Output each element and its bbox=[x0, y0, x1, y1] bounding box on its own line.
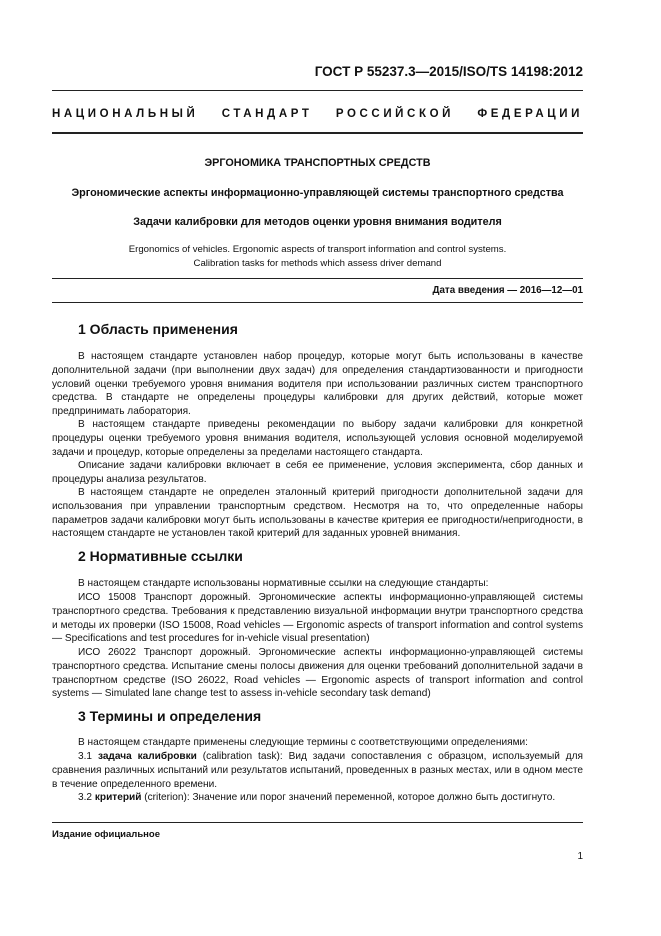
term-name: критерий bbox=[94, 792, 142, 803]
title-part: Задачи калибровки для методов оценки уровня внимания водителя bbox=[133, 216, 502, 228]
title-divider bbox=[52, 278, 583, 279]
section-1-paragraph: В настоящем стандарте установлен набор процедур, которые могут быть использованы в качестве дополнительной задачи (при выполнении двух задач) для определения стандартизованности и пригодности условий оценки требуемого уровня внимания водителя при использовании различных систем транспортного средства. В стандарте не определены процедуры калибровки для других действий, которые может предпринимать лаборатория. bbox=[52, 351, 583, 418]
footer-divider bbox=[52, 822, 583, 823]
section-3-intro: В настоящем стандарте применены следующие термины с соответствующими определениями: bbox=[78, 737, 528, 748]
national-standard-banner: НАЦИОНАЛЬНЫЙ СТАНДАРТ РОССИЙСКОЙ ФЕДЕРАЦИИ bbox=[52, 108, 583, 120]
section-1-paragraph: Описание задачи калибровки включает в себя ее применение, условия эксперимента, сбор данных и процедуры анализа результатов. bbox=[52, 460, 583, 485]
section-1-heading: 1 Область применения bbox=[78, 321, 238, 337]
section-1-paragraph: В настоящем стандарте приведены рекомендации по выбору задачи калибровки для конкретной процедуры оценки требуемого уровня внимания водителя, использующей условия основной моделируемой задачи и процедур, которые определены за пределами настоящего стандарта. bbox=[52, 419, 583, 458]
section-2-heading: 2 Нормативные ссылки bbox=[78, 548, 243, 564]
title-english-line2: Calibration tasks for methods which assess driver demand bbox=[193, 258, 442, 269]
section-1-paragraph: В настоящем стандарте не определен эталонный критерий пригодности дополнительной задачи для использования при управлении транспортным средством. Несмотря на то, что определенные наборы параметров задачи калибровки могут быть использованы в качестве критерия ее пригодности/непригодности, в настоящем стандарте не установлен такой критерий для заданных уровней внимания. bbox=[52, 487, 583, 540]
official-edition-label: Издание официальное bbox=[52, 829, 160, 840]
term-name: задача калибровки bbox=[97, 751, 197, 762]
section-2-paragraph: В настоящем стандарте использованы нормативные ссылки на следующие стандарты: bbox=[78, 578, 489, 589]
term-number: 3.2 bbox=[78, 792, 93, 803]
term-number: 3.1 bbox=[78, 751, 93, 762]
title-main: ЭРГОНОМИКА ТРАНСПОРТНЫХ СРЕДСТВ bbox=[204, 157, 431, 169]
section-2-reference: ИСО 26022 Транспорт дорожный. Эргономические аспекты информационно-управляющей системы транспортного средства. Испытание смены полосы движения для оценки требований дополнительной задачи в транспортном средстве (ISO 26022, Road vehicles — Ergonomic aspects of transport information and control systems — Simulated lane change test to assess in-vehicle secondary task demand) bbox=[52, 647, 583, 700]
term-definition: (criterion): Значение или порог значений переменной, которое должно быть достигнуто. bbox=[141, 792, 556, 803]
title-english-line1: Ergonomics of vehicles. Ergonomic aspects of transport information and control systems. bbox=[128, 244, 507, 255]
header-divider bbox=[52, 90, 583, 91]
section-3-heading: 3 Термины и определения bbox=[78, 708, 262, 724]
document-number: ГОСТ Р 55237.3—2015/ISO/TS 14198:2012 bbox=[314, 64, 583, 79]
term-entry bbox=[52, 750, 583, 791]
term-entry bbox=[52, 791, 583, 805]
page-number: 1 bbox=[577, 851, 583, 862]
introduction-date: Дата введения — 2016—12—01 bbox=[432, 285, 583, 296]
term-definition: (calibration task): Вид задачи сопоставления с образцом, используемый для сравнения различных испытаний или результатов испытаний, проведенных в разных местах, или в одном месте в течение определенного времени. bbox=[52, 751, 583, 790]
banner-divider bbox=[52, 132, 583, 134]
section-2-reference: ИСО 15008 Транспорт дорожный. Эргономические аспекты информационно-управляющей системы транспортного средства. Требования к представлению визуальной информации внутри транспортного средства и методы их проверки (ISO 15008, Road vehicles — Ergonomic aspects of transport information and control systems — Specifications and test procedures for in-vehicle visual presentation) bbox=[52, 592, 583, 645]
title-subtitle: Эргономические аспекты информационно-управляющей системы транспортного средства bbox=[71, 187, 564, 199]
date-divider bbox=[52, 302, 583, 303]
